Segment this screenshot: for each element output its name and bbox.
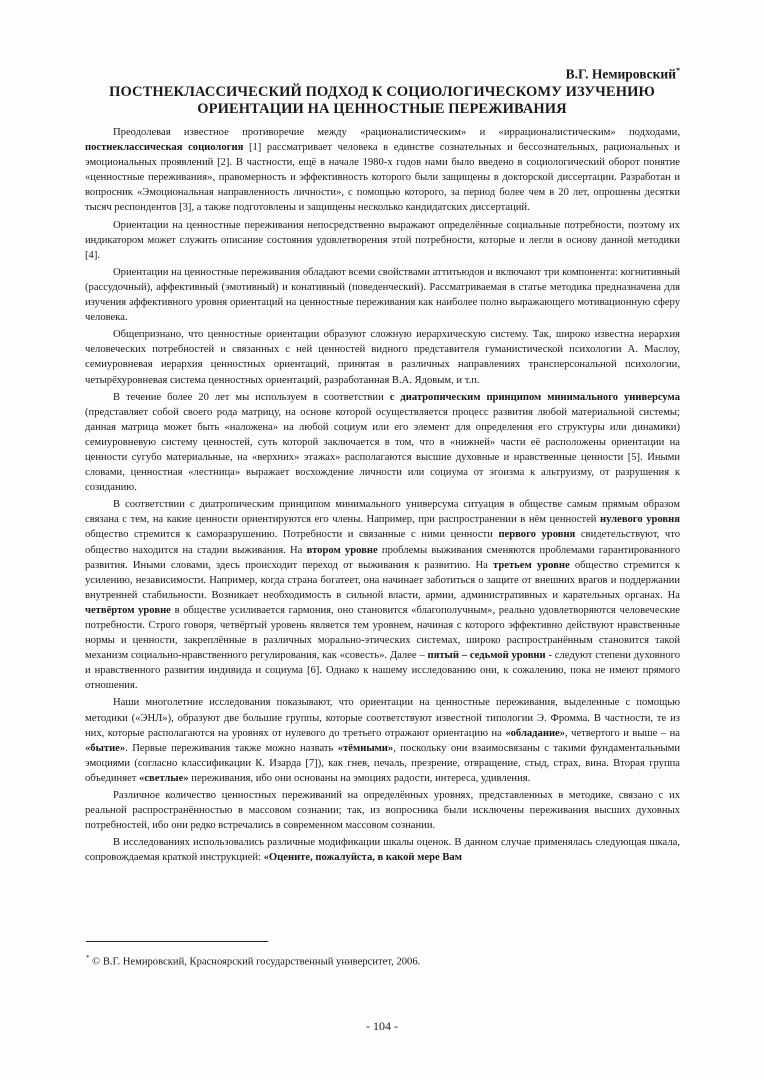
paragraph-9: В исследованиях использовались различные модификации шкалы оценок. В данном случае применялась следующая шкала, сопровождаемая краткой инструкцией: «Оцените, пожалуйста, в какой мере Вам — [85, 837, 680, 864]
article-body — [85, 125, 680, 868]
term-postnonclassical-sociology: постнеклассическая социология — [85, 142, 244, 154]
term-diatropic-principle: с диатропическим принципом минимального универсума — [389, 391, 680, 403]
footnote-text: © В.Г. Немировский, Красноярский государственный университет, 2006. — [89, 956, 421, 968]
paragraph-4: Общепризнано, что ценностные ориентации образуют сложную иерархическую систему. Так, широко известна иерархия человеческих потребностей и связанных с ней ценностей видного представителя гуманистической психологии А. Маслоу, семиуровневая иерархия ценностных ориентаций, принятая в различных направлениях трансперсональной психологии, четырёхуровневая система ценностных ориентаций, разработанная В.А. Ядовым, и т.п. — [85, 329, 680, 386]
paragraph-6: В соответствии с диатропическим принципом минимального универсума ситуация в обществе самым прямым образом связана с тем, на какие ценности ориентируются его члены. Например, при распространении в нём ценностей нулевого уровня общество стремится к саморазрушению. Потребности и связанные с ними ценности первого уровня свидетельствуют, что общество находится на стадии выживания. На втором уровне проблемы выживания сменяются проблемами гарантированного развития. Иными словами, здесь происходит переход от выживания к развитию. На третьем уровне общество стремится к усилению, независимости. Например, когда страна богатеет, она начинает заботиться о защите от внешних врагов и поддержании внутренней стабильности. Возникает необходимость в сильной власти, армии, административных и карательных органах. На четвёртом уровне в обществе усиливается гармония, оно становится «благополучным», реально удовлетворяются человеческие потребности. Строго говоря, четвёртый уровень является тем уровнем, начиная с которого эффективно действуют нравственные нормы и ценности, закреплённые в различных морально-этических системах, широко распространённым становится такой механизм социально-нравственного регулирования, как «совесть». Далее – пятый – седьмой уровни - следуют степени духовного и нравственного развития индивида и социума [6]. Однако к нашему исследованию они, к сожалению, пока не имеют прямого отношения. — [85, 499, 681, 692]
paragraph-5: В течение более 20 лет мы используем в соответствии с диатропическим принципом минимального универсума (представляет собой своего рода матрицу, на основе которой осуществляется процесс развития любой материальной системы; данная матрица может быть «наложена» на любой социум или его элемент для определения его структуры или динамики) семиуровневую систему ценностей, суть которой заключается в том, что в «нижней» части её расположены ориентации на ценности сугубо материальные, на «верхних» этажах» располагаются высшие духовные и нравственные ценности [5]. Иными словами, ценностная «лестница» выражает восхождение личности или социума от эгоизма к альтруизму, от разрушения к созиданию. — [85, 391, 680, 494]
footnote — [86, 954, 420, 968]
paragraph-3: Ориентации на ценностные переживания обладают всеми свойствами аттитьюдов и включают три компонента: когнитивный (рассудочный), аффективный (эмотивный) и конативный (поведенческий). Рассматриваемая в статье методика предназначена для изучения аффективного уровня ориентаций на ценностные переживания как наиболее полно выражающего мотивационную сферу человека. — [85, 266, 680, 324]
article-title: ПОСТНЕКЛАССИЧЕСКИЙ ПОДХОД К СОЦИОЛОГИЧЕСКОМУ ИЗУЧЕНИЮ ОРИЕНТАЦИИ НА ЦЕННОСТНЫЕ ПЕРЕЖИВАНИЯ — [109, 84, 655, 117]
paragraph-8: Различное количество ценностных переживаний на определённых уровнях, представленных в методике, связано с их реальной распространённостью в массовом сознании; так, из вопросника были исключены переживания высших духовных потребностей, ибо они редко встречались в современном массовом сознании. — [85, 790, 680, 832]
author-text: В.Г. Немировский — [565, 66, 676, 82]
footnote-mark: * — [86, 954, 90, 962]
paragraph-7: Наши многолетние исследования показывают, что ориентации на ценностные переживания, выделенные с помощью методики («ЭНЛ»), образуют две большие группы, которые соответствуют известной типологии Э. Фромма. В частности, те из них, которые располагаются на уровнях от нулевого до третьего отражают ориентацию на «обладание», четвертого и выше – на «бытие». Первые переживания также можно назвать «тёмными», поскольку они взаимосвязаны с такими фундаментальными эмоциями (согласно классификации К. Изарда [7]), как гнев, печаль, презрение, отвращение, стыд, страх, вина. Вторая группа объединяет «светлые» переживания, ибо они основаны на эмоциях радости, интереса, удивления. — [85, 697, 681, 784]
paragraph-2: Ориентации на ценностные переживания непосредственно выражают определённые социальные потребности, поэтому их индикатором может служить описание состояния удовлетворения этой потребности, которые и легли в основу данной методики [4]. — [85, 219, 680, 261]
footnote-divider — [86, 941, 268, 942]
page-number: - 104 - — [366, 1019, 398, 1033]
author-name — [566, 66, 680, 83]
paragraph-1: Преодолевая известное противоречие между «рационалистическим» и «иррационалистическим» подходами, постнеклассическая социология [1] рассматривает человека в единстве сознательных и бессознательных, рациональных и эмоциональных проявлений [2]. В частности, ещё в начале 1980-х годов нами было введено в социологический оборот понятие «ценностные переживания», правомерность и эффективность которого были защищены в докторской диссертации. Разработан и вопросник «Эмоциональная направленность личности», с помощью которого, за период более чем в 20 лет, опрошены десятки тысяч респондентов [3], а также подготовлены и защищены несколько кандидатских диссертаций. — [85, 127, 681, 214]
author-footnote-mark: * — [676, 66, 680, 75]
